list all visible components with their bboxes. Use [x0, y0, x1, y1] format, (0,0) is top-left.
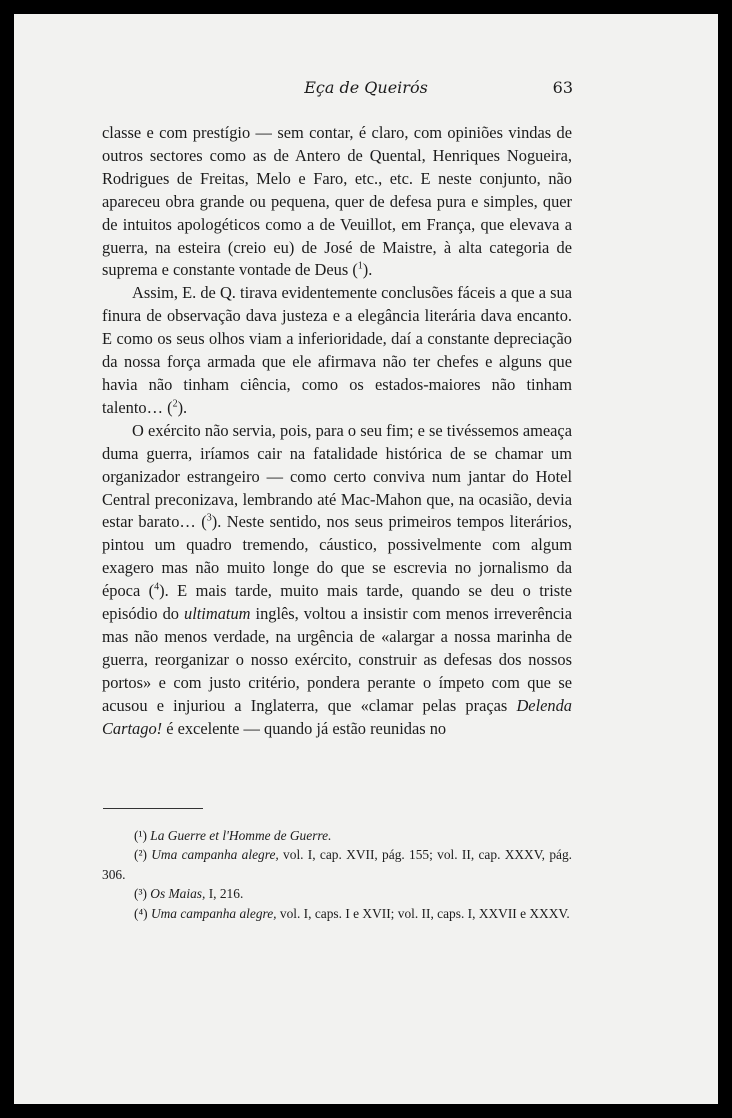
footnote-2-rest: vol. I, cap. XVII, pág. 155; vol. II, cap. XXXV, pág. 306.: [102, 847, 572, 882]
paragraph-1: [102, 122, 572, 282]
paragraph-3: [102, 420, 572, 741]
paragraph-3-text-c: ). E mais tarde, muito mais tarde, quando se deu o triste episódio do: [102, 581, 572, 624]
footnote-4-mark: (⁴): [134, 905, 148, 921]
footnote-divider: [103, 808, 203, 809]
paragraph-2: [102, 282, 572, 419]
footnote-3-rest: I, 216.: [205, 886, 244, 902]
footnote-3-mark: (³): [134, 886, 147, 902]
running-head: [14, 78, 718, 102]
book-page: [14, 14, 718, 1104]
paragraph-1-end: ).: [362, 260, 373, 280]
paragraph-2-end: ).: [177, 397, 188, 417]
footnote-1-mark: (¹): [134, 828, 147, 843]
paragraph-2-text: Assim, E. de Q. tirava evidentemente conclusões fáceis a que a sua finura de observação dava justeza e a elegância literária dava encanto. E como os seus olhos viam a inferioridade, daí a constante depreciação da nossa força armada que ele afirmava não ter chefes e alguns que havia não tinham ciência, como os estados-maiores não tinham talento… (: [102, 283, 572, 417]
footnote-ref-2: 2: [172, 398, 178, 410]
ultimatum-word: ultimatum: [184, 604, 251, 624]
body-text: [102, 122, 572, 740]
footnote-ref-1: 1: [357, 260, 363, 272]
footnotes: [102, 826, 572, 923]
footnote-4-rest: vol. I, caps. I e XVII; vol. II, caps. I, XXVII e XXXV.: [276, 905, 570, 921]
footnote-1: [102, 826, 572, 845]
footnote-4: [102, 904, 572, 923]
footnote-ref-3: 3: [206, 512, 212, 524]
delenda-cartago: Delenda Cartago!: [102, 695, 572, 738]
paragraph-3-text-b: ). Neste sentido, nos seus primeiros tempos literários, pintou um quadro tremendo, cáustico, possivelmente com algum exagero mas não muito longe do que se escrevia no jornalismo da época (: [102, 512, 572, 601]
paragraph-3-text-d: inglês, voltou a insistir com menos irreverência mas não menos verdade, na urgência de «alargar a nossa marinha de guerra, reorganizar o nosso exército, construir as defesas dos nossos portos» e com justo critério, pondera perante o ímpeto com que se acusou e injuriou a Inglaterra, que «clamar pelas praças: [102, 604, 572, 715]
paragraph-1-text: classe e com prestígio — sem contar, é claro, com opiniões vindas de outros sectores como as de Antero de Quental, Henriques Nogueira, Rodrigues de Freitas, Melo e Faro, etc., etc. E neste conjunto, não apareceu obra grande ou pequena, quer de defesa pura e simples, quer de intuitos apologéticos como a de Veuillot, em França, que elevava a guerra, na esteira (creio eu) de José de Maistre, à alta categoria de suprema e constante vontade de Deus (: [102, 123, 572, 280]
footnote-2-mark: (²): [134, 847, 147, 863]
footnote-ref-4: 4: [154, 581, 160, 593]
footnote-1-title: La Guerre et l'Homme de Guerre.: [150, 828, 332, 843]
page-number: 63: [552, 78, 573, 97]
footnote-4-title: Uma campanha alegre,: [150, 905, 277, 921]
footnote-2-title: Uma campanha alegre,: [151, 847, 279, 863]
paragraph-3-text-a: O exército não servia, pois, para o seu fim; e se tivéssemos ameaça duma guerra, iríamos cair na fatalidade histórica de se chamar um organizador estrangeiro — como certo conviva num jantar do Hotel Central preconizava, lembrando até Mac-Mahon que, na ocasião, devia estar barato… (: [102, 420, 572, 532]
running-title: Eça de Queirós: [304, 78, 428, 97]
footnote-3: [102, 884, 572, 903]
footnote-3-title: Os Maias,: [150, 886, 206, 902]
paragraph-3-text-e: é excelente — quando já estão reunidas no: [162, 718, 447, 738]
footnote-2: [102, 845, 572, 884]
